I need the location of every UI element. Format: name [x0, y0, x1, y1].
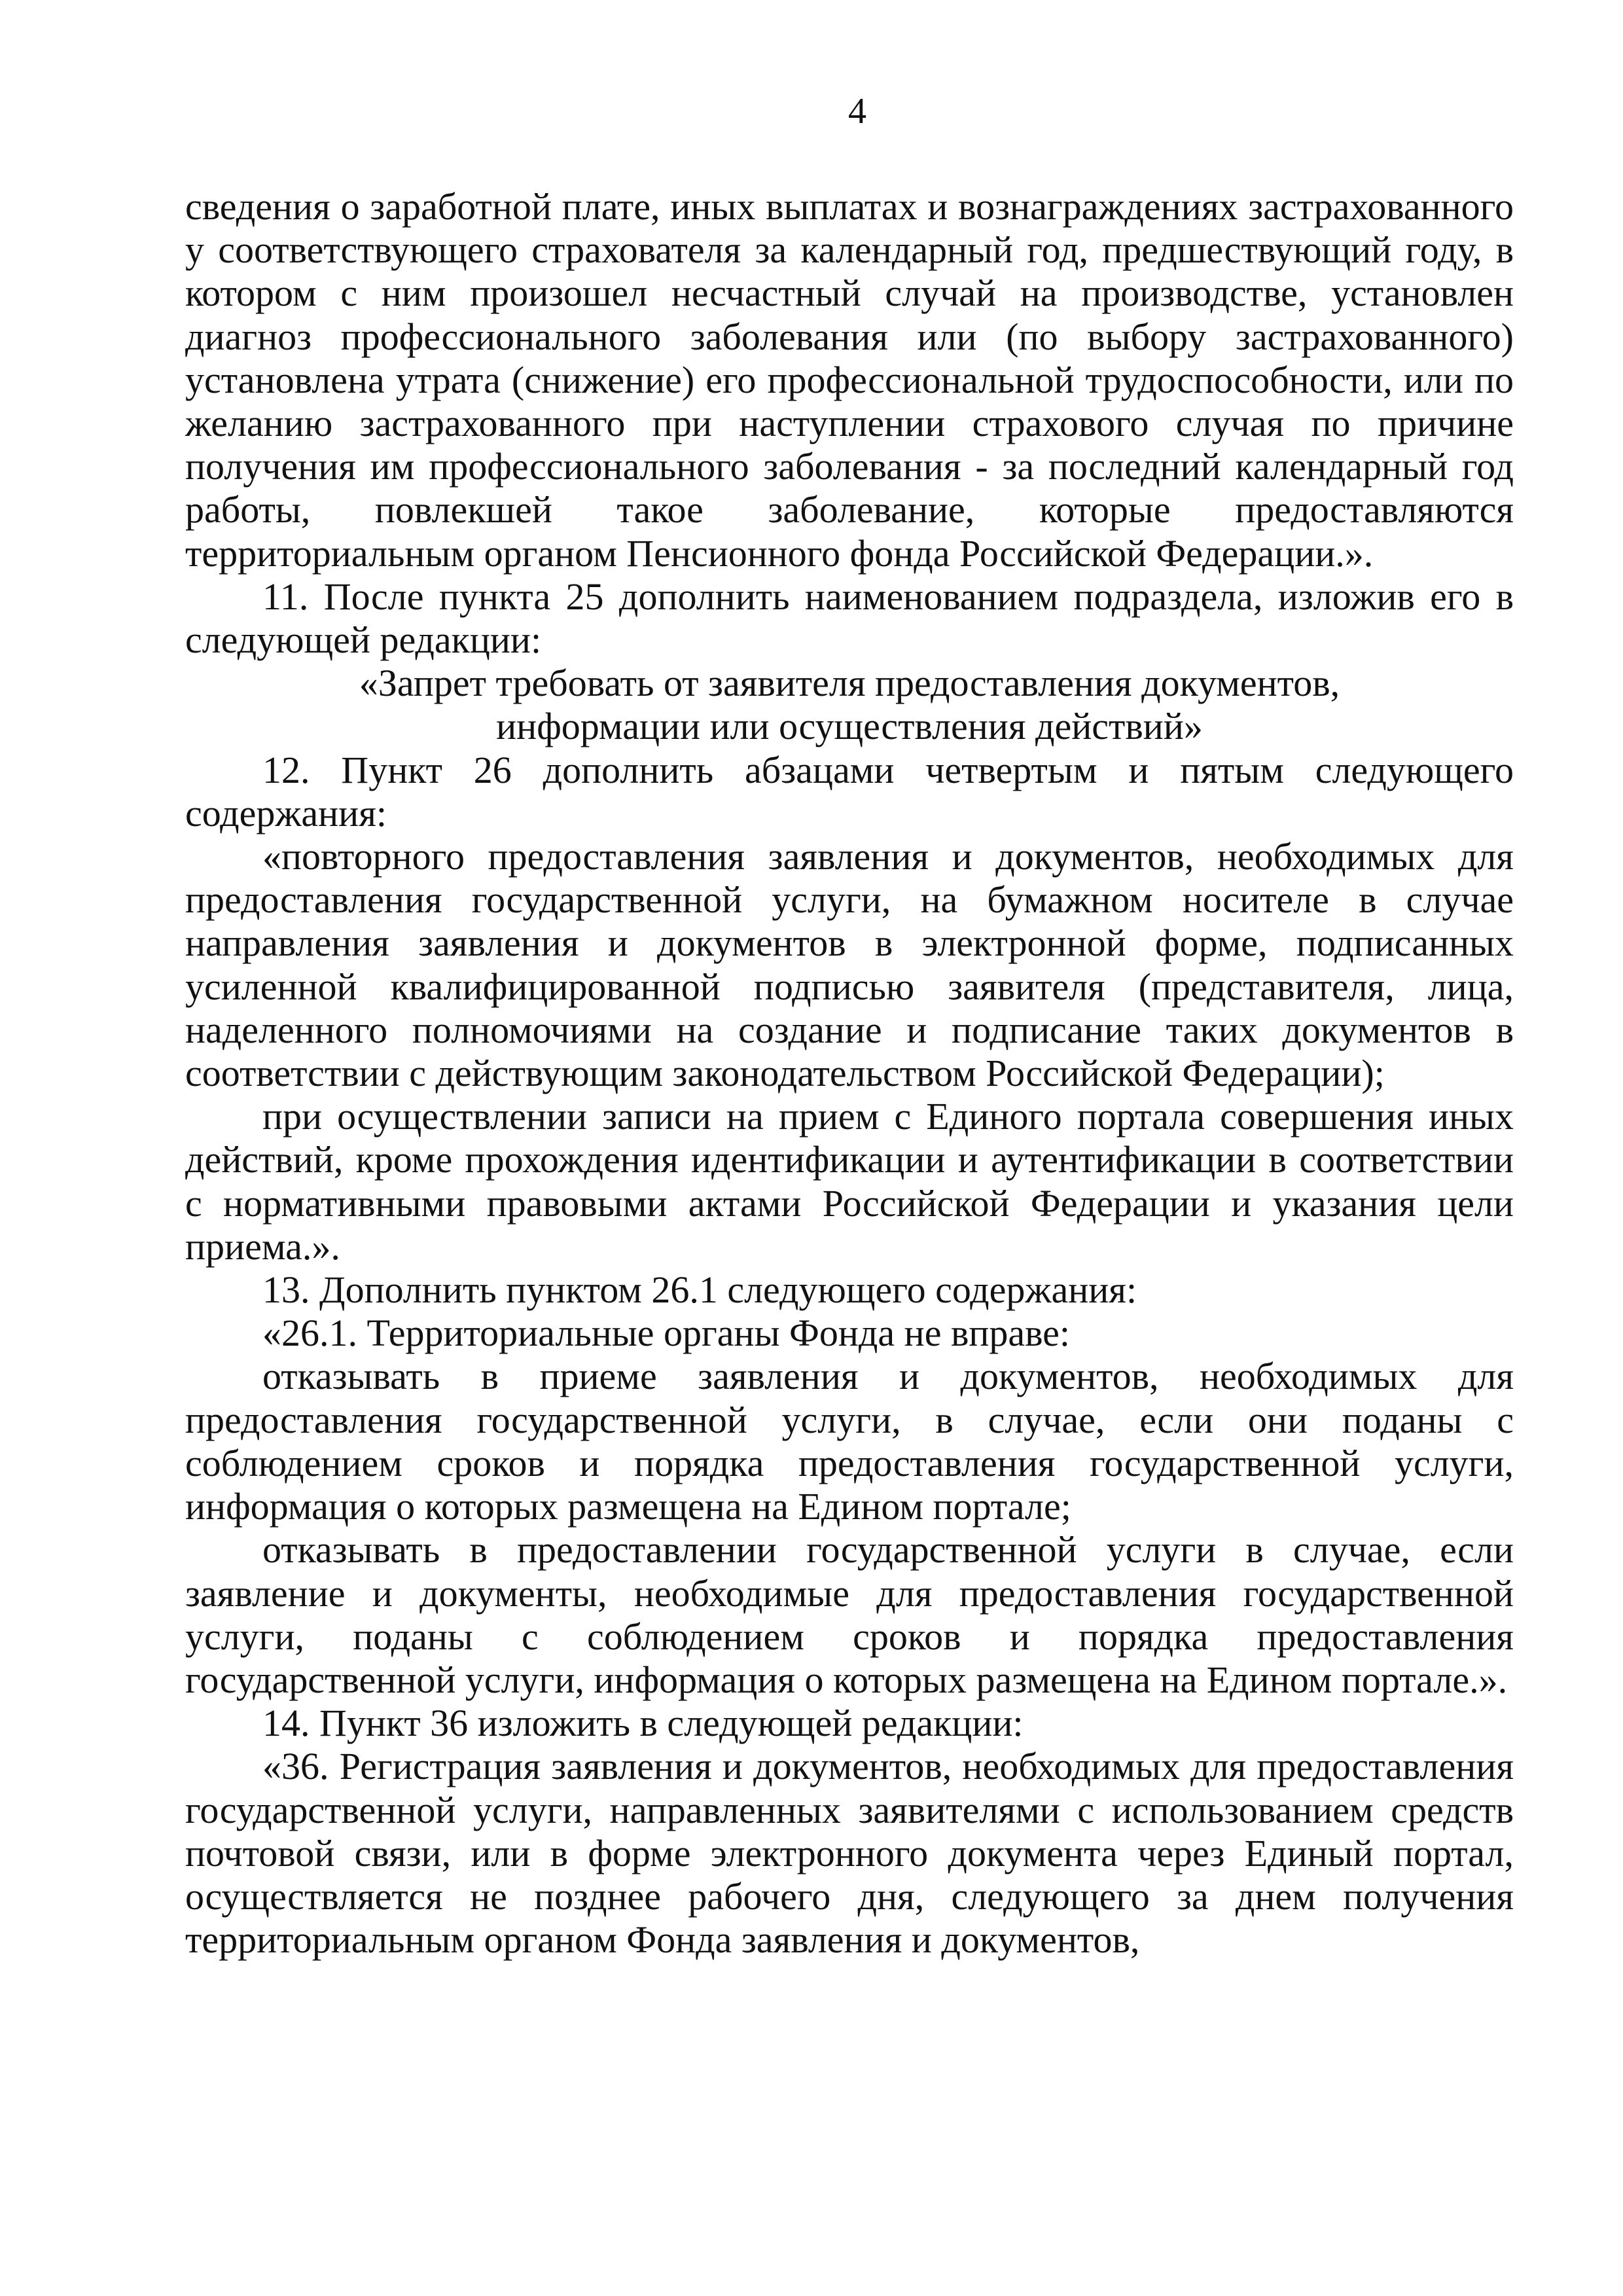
- paragraph-item-14: 14. Пункт 36 изложить в следующей редакции:: [262, 1702, 1024, 1745]
- paragraph-item-26-1-abzac-1: отказывать в приеме заявления и документов, необходимых для предоставления государственной услуги, в случае, если они поданы с соблюдением сроков и порядка предоставления государственной услуги, информация о которых размещена на Едином портале;: [185, 1355, 1514, 1528]
- subsection-heading: [185, 662, 1514, 748]
- document-body: [185, 185, 1514, 1962]
- paragraph-item-11: 11. После пункта 25 дополнить наименованием подраздела, изложив его в следующей редакции:: [185, 575, 1514, 662]
- paragraph-item-12-abzac-4: «повторного предоставления заявления и документов, необходимых для предоставления государственной услуги, на бумажном носителе в случае направления заявления и документов в электронной форме, подписанных усиленной квалифицированной подписью заявителя (представителя, лица, наделенного полномочиями на создание и подписание таких документов в соответствии с действующим законодательством Российской Федерации);: [185, 835, 1514, 1095]
- paragraph-item-13: 13. Дополнить пунктом 26.1 следующего содержания:: [262, 1268, 1137, 1312]
- paragraph-item-26-1-abzac-2: отказывать в предоставлении государственной услуги в случае, если заявление и документы, необходимые для предоставления государственной услуги, поданы с соблюдением сроков и порядка предоставления государственной услуги, информация о которых размещена на Едином портале.».: [185, 1528, 1514, 1701]
- paragraph-item-36: «36. Регистрация заявления и документов, необходимых для предоставления государственной услуги, направленных заявителями с использованием средств почтовой связи, или в форме электронного документа через Единый портал, осуществляется не позднее рабочего дня, следующего за днем получения территориальным органом Фонда заявления и документов,: [185, 1745, 1514, 1962]
- page-number: 4: [848, 91, 866, 132]
- paragraph-item-12-abzac-5: при осуществлении записи на прием с Единого портала совершения иных действий, кроме прохождения идентификации и аутентификации в соответствии с нормативными правовыми актами Российской Федерации и указания цели приема.».: [185, 1095, 1514, 1268]
- subsection-heading-line-1: «Запрет требовать от заявителя предоставления документов,: [359, 662, 1340, 705]
- subsection-heading-line-2: информации или осуществления действий»: [496, 705, 1203, 748]
- paragraph-continuation: сведения о заработной плате, иных выплатах и вознаграждениях застрахованного у соответствующего страхователя за календарный год, предшествующий году, в котором с ним произошел несчастный случай на производстве, установлен диагноз профессионального заболевания или (по выбору застрахованного) установлена утрата (снижение) его профессиональной трудоспособности, или по желанию застрахованного при наступлении страхового случая по причине получения им профессионального заболевания - за последний календарный год работы, повлекшей такое заболевание, которые предоставляются территориальным органом Пенсионного фонда Российской Федерации.».: [185, 185, 1514, 575]
- paragraph-item-12: 12. Пункт 26 дополнить абзацами четвертым и пятым следующего содержания:: [185, 748, 1514, 834]
- paragraph-item-26-1-intro: «26.1. Территориальные органы Фонда не вправе:: [262, 1312, 1071, 1355]
